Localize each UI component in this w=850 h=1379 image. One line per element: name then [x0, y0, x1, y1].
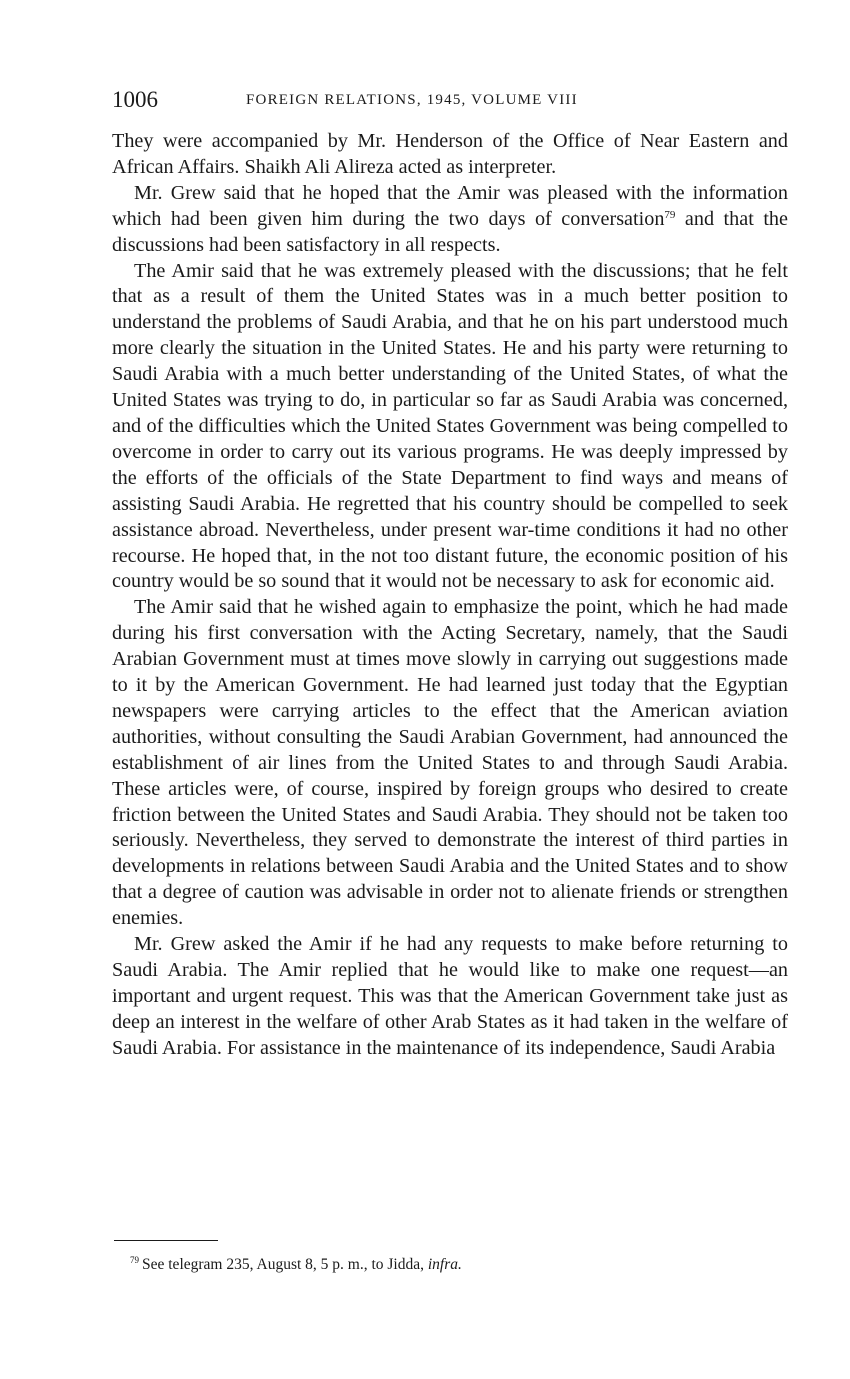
footnote-reference[interactable]: 79	[664, 208, 676, 221]
footnote	[130, 1255, 770, 1275]
page-number: 1006	[112, 87, 158, 112]
footnote-text-italic: infra.	[427, 1256, 462, 1273]
footnote-text: See telegram 235, August 8, 5 p. m., to Jidda,	[142, 1256, 428, 1273]
paragraph: The Amir said that he wished again to emphasize the point, which he had made during his first conversation with the Acting Secretary, namely, that the Saudi Arabian Government must at times move slowly in carrying out suggestions made to it by the American Government. He had learned just today that the Egyptian newspapers were carrying articles to the effect that the American aviation authorities, without consulting the Saudi Arabian Government, had announced the establishment of air lines from the United States to and through Saudi Arabia. These articles were, of course, inspired by foreign groups who desired to create friction between the United States and Saudi Arabia. They should not be taken too seriously. Nevertheless, they served to demonstrate the interest of third parties in developments in relations between Saudi Arabia and the United States and to show that a degree of caution was advisable in order not to alienate friends or strengthen enemies.	[112, 596, 788, 930]
paragraph	[112, 181, 788, 259]
paragraph: They were accompanied by Mr. Henderson of the Office of Near Eastern and African Affairs. Shaikh Ali Alireza acted as interpreter.	[112, 130, 788, 178]
footnote-mark: 79	[130, 1255, 139, 1265]
running-head: FOREIGN RELATIONS, 1945, VOLUME VIII	[246, 92, 578, 108]
paragraph-text: Mr. Grew said that he hoped that the Amir was pleased with the information which had been given him during the two days of conversation	[112, 181, 788, 230]
page-header	[112, 86, 792, 114]
body-text	[112, 129, 788, 1062]
paragraph-text: and that the discussions had been satisfactory in all respects.	[112, 207, 788, 256]
paragraph: Mr. Grew asked the Amir if he had any requests to make before returning to Saudi Arabia. The Amir replied that he would like to make one request—an important and urgent request. This was that the American Government take just as deep an interest in the welfare of other Arab States as it had taken in the welfare of Saudi Arabia. For assistance in the maintenance of its independence, Saudi Arabia	[112, 933, 788, 1059]
paragraph: The Amir said that he was extremely pleased with the discussions; that he felt that as a result of them the United States was in a much better position to understand the problems of Saudi Arabia, and that he on his part understood much more clearly the situation in the United States. He and his party were returning to Saudi Arabia with a much better understanding of the United States, of what the United States was trying to do, in particular so far as Saudi Arabia was concerned, and of the difficulties which the United States Government was being compelled to overcome in order to carry out its various programs. He was deeply impressed by the efforts of the officials of the State Department to find ways and means of assisting Saudi Arabia. He regretted that his country should be compelled to seek assistance abroad. Nevertheless, under present war-time conditions it had no other recourse. He hoped that, in the not too distant future, the economic position of his country would be so sound that it would not be necessary to ask for economic aid.	[112, 259, 788, 593]
footnote-divider	[114, 1240, 218, 1241]
